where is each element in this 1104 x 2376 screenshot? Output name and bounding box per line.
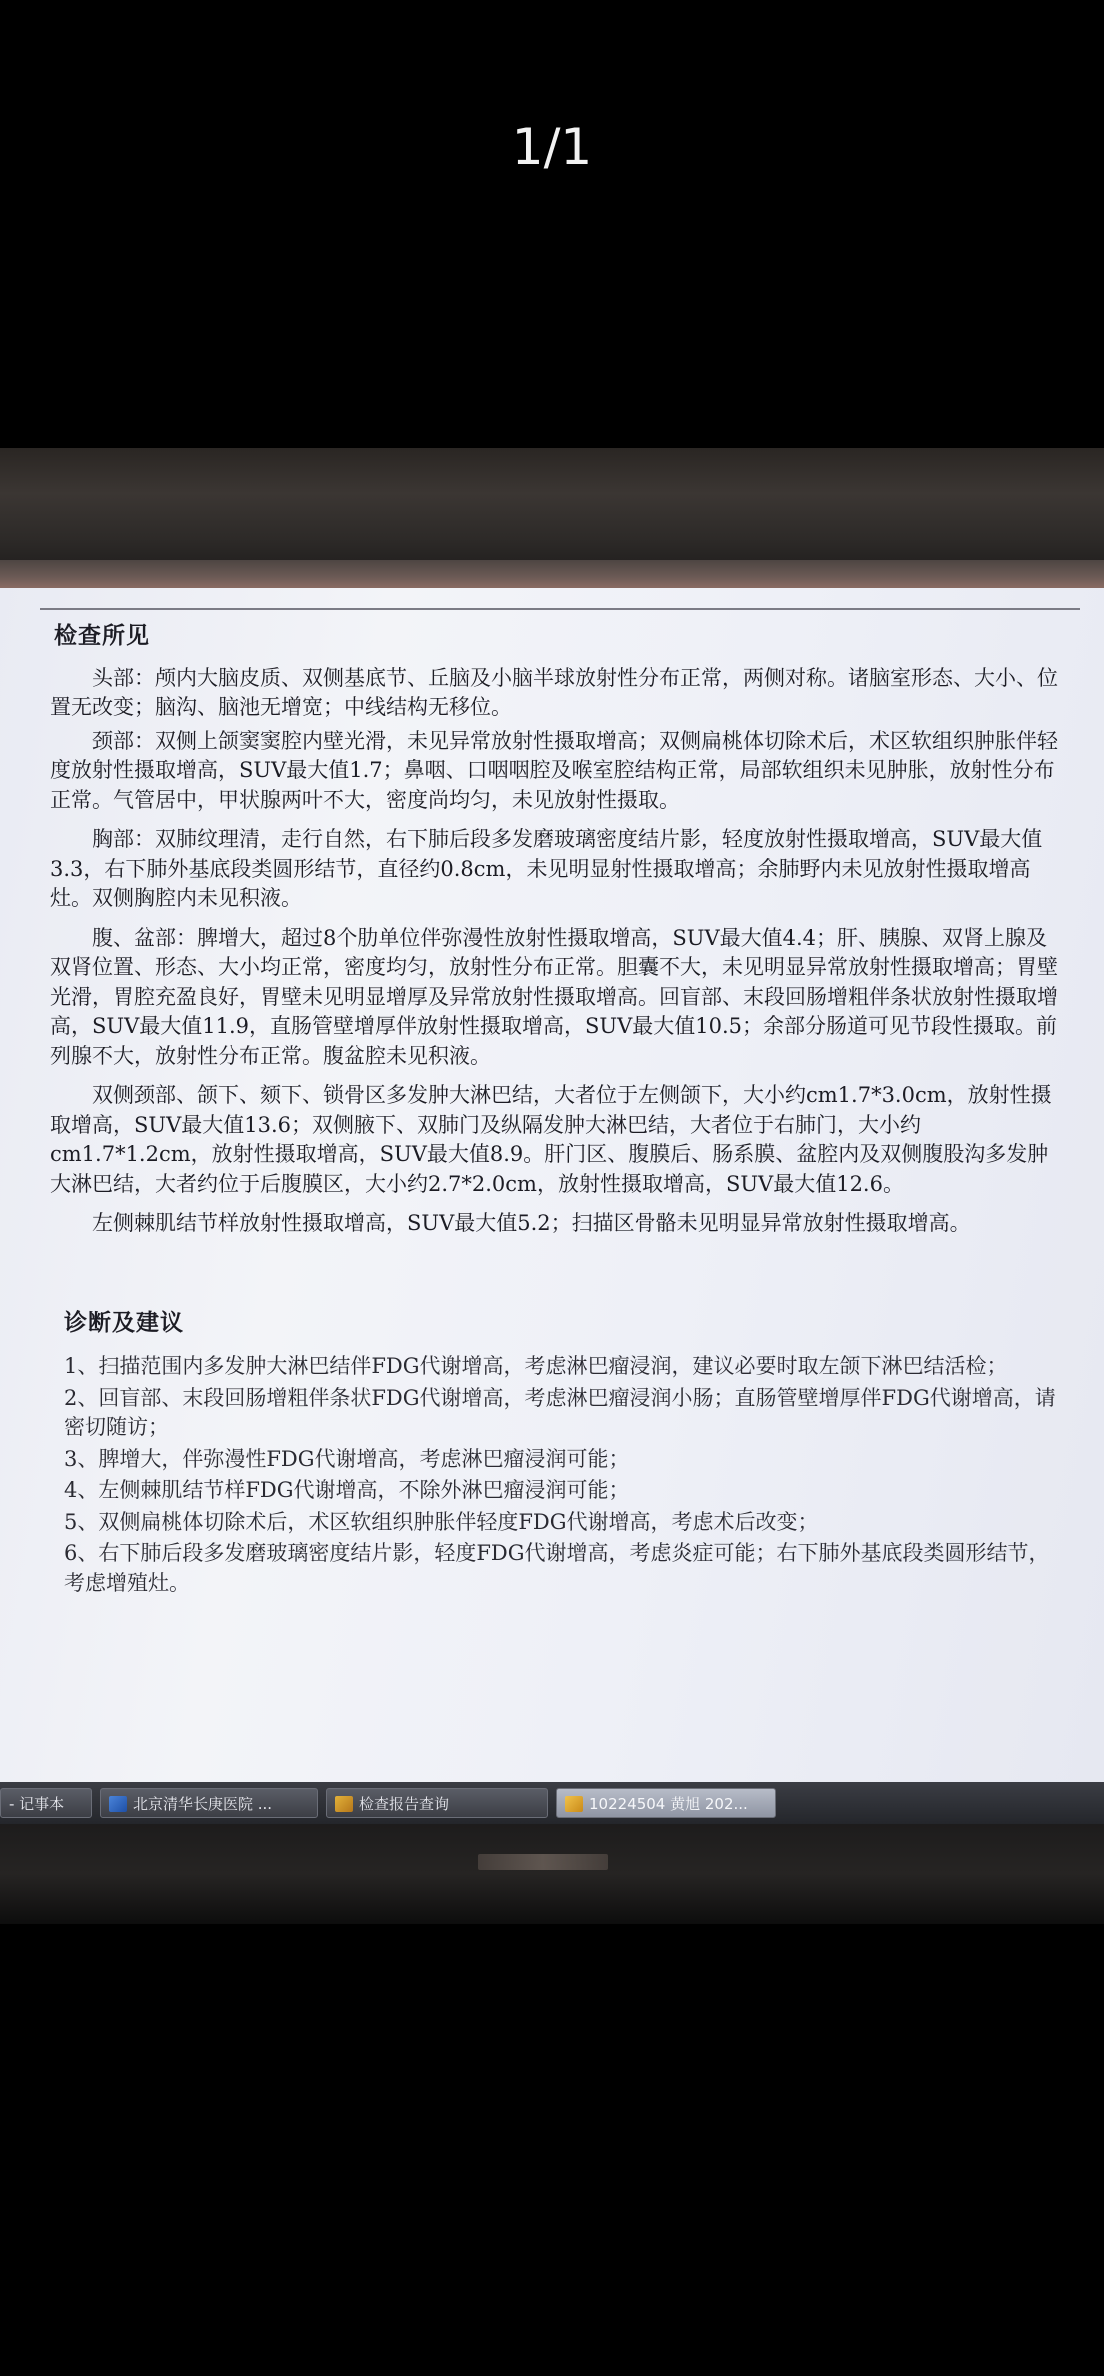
monitor-logo — [478, 1854, 608, 1870]
taskbar-item-label: 北京清华长庚医院 ... — [133, 1795, 273, 1813]
taskbar-item-label: 检查报告查询 — [359, 1795, 450, 1813]
header-divider — [40, 608, 1080, 610]
taskbar-item-label: 10224504 黄旭 202... — [589, 1795, 748, 1813]
taskbar-item-image-viewer[interactable] — [556, 1788, 776, 1818]
taskbar-item-notepad[interactable] — [0, 1788, 92, 1818]
report-screen — [0, 588, 1104, 1782]
diagnosis-item: 5、双侧扁桃体切除术后，术区软组织肿胀伴轻度FDG代谢增高，考虑术后改变； — [64, 1509, 819, 1534]
diagnosis-item: 2、回盲部、末段回肠增粗伴条状FDG代谢增高，考虑淋巴瘤浸润小肠；直肠管壁增厚伴FDG代谢增高，请密切随访； — [64, 1385, 1056, 1439]
diagnosis-item: 4、左侧棘肌结节样FDG代谢增高，不除外淋巴瘤浸润可能； — [64, 1478, 630, 1502]
findings-lymph-nodes: 双侧颈部、颌下、颏下、锁骨区多发肿大淋巴结，大者位于左侧颌下，大小约cm1.7*3.0cm，放射性摄取增高，SUV最大值13.6；双侧腋下、双肺门及纵隔发肿大淋巴结，大者位于右肺门，大小约cm1.7*1.2cm，放射性摄取增高，SUV最大值8.9。肝门区、腹膜后、肠系膜、盆腔内及双侧腹股沟多发肿大淋巴结，大者约位于后腹膜区，大小约2.7*2.0cm，放射性摄取增高，SUV最大值12.6。 — [50, 1083, 1052, 1196]
taskbar-item-hospital-browser[interactable] — [100, 1788, 318, 1818]
diagnosis-heading: 诊断及建议 — [64, 1309, 184, 1336]
findings-bone-muscle: 左侧棘肌结节样放射性摄取增高，SUV最大值5.2；扫描区骨骼未见明显异常放射性摄取增高。 — [92, 1211, 971, 1235]
diagnosis-item: 6、右下肺后段多发磨玻璃密度结片影，轻度FDG代谢增高，考虑炎症可能；右下肺外基底段类圆形结节，考虑增殖灶。 — [64, 1541, 1050, 1595]
taskbar-item-report-query[interactable] — [326, 1788, 548, 1818]
findings-head: 头部：颅内大脑皮质、双侧基底节、丘脑及小脑半球放射性分布正常，两侧对称。诸脑室形态、大小、位置无改变；脑沟、脑池无增宽；中线结构无移位。 — [50, 665, 1058, 719]
diagnosis-item: 1、扫描范围内多发肿大淋巴结伴FDG代谢增高，考虑淋巴瘤浸润，建议必要时取左颌下淋巴结活检； — [64, 1354, 1008, 1378]
page-counter: 1/1 — [511, 118, 593, 176]
findings-abdomen-pelvis: 腹、盆部：脾增大，超过8个肋单位伴弥漫性放射性摄取增高，SUV最大值4.4；肝、胰腺、双肾上腺及双肾位置、形态、大小均正常，密度均匀，放射性分布正常。胆囊不大，未见明显异常放射性摄取增高；胃壁光滑，胃腔充盈良好，胃壁未见明显增厚及异常放射性摄取增高。回盲部、末段回肠增粗伴条状放射性摄取增高，SUV最大值11.9，直肠管壁增厚伴放射性摄取增高，SUV最大值10.5；余部分肠道可见节段性摄取。前列腺不大，放射性分布正常。腹盆腔未见积液。 — [50, 925, 1058, 1068]
diagnosis-list — [64, 1352, 1060, 1598]
monitor-top-bezel — [0, 448, 1104, 578]
findings-heading: 检查所见 — [54, 623, 150, 649]
findings-neck: 颈部：双侧上颌窦窦腔内壁光滑，未见异常放射性摄取增高；双侧扁桃体切除术后，术区软组织肿胀伴轻度放射性摄取增高，SUV最大值1.7；鼻咽、口咽咽腔及喉室腔结构正常，局部软组织未见肿胀，放射性分布正常。气管居中，甲状腺两叶不大，密度尚均匀，未见放射性摄取。 — [50, 728, 1058, 812]
section-spacer — [50, 1243, 1060, 1309]
findings-chest: 胸部：双肺纹理清，走行自然，右下肺后段多发磨玻璃密度结片影，轻度放射性摄取增高，SUV最大值3.3，右下肺外基底段类圆形结节，直径约0.8cm，未见明显射性摄取增高；余肺野内未见放射性摄取增高灶。双侧胸腔内未见积液。 — [50, 827, 1043, 910]
report-icon — [335, 1796, 353, 1812]
monitor-bottom-bezel — [0, 1824, 1104, 1924]
report-document — [50, 622, 1060, 1600]
monitor-bezel-edge — [0, 560, 1104, 588]
monitor-photo — [0, 448, 1104, 1924]
taskbar-item-label: - 记事本 — [9, 1795, 65, 1813]
image-viewer-icon — [565, 1796, 583, 1812]
taskbar — [0, 1782, 1104, 1824]
browser-icon — [109, 1796, 127, 1812]
diagnosis-item: 3、脾增大，伴弥漫性FDG代谢增高，考虑淋巴瘤浸润可能； — [64, 1446, 630, 1471]
